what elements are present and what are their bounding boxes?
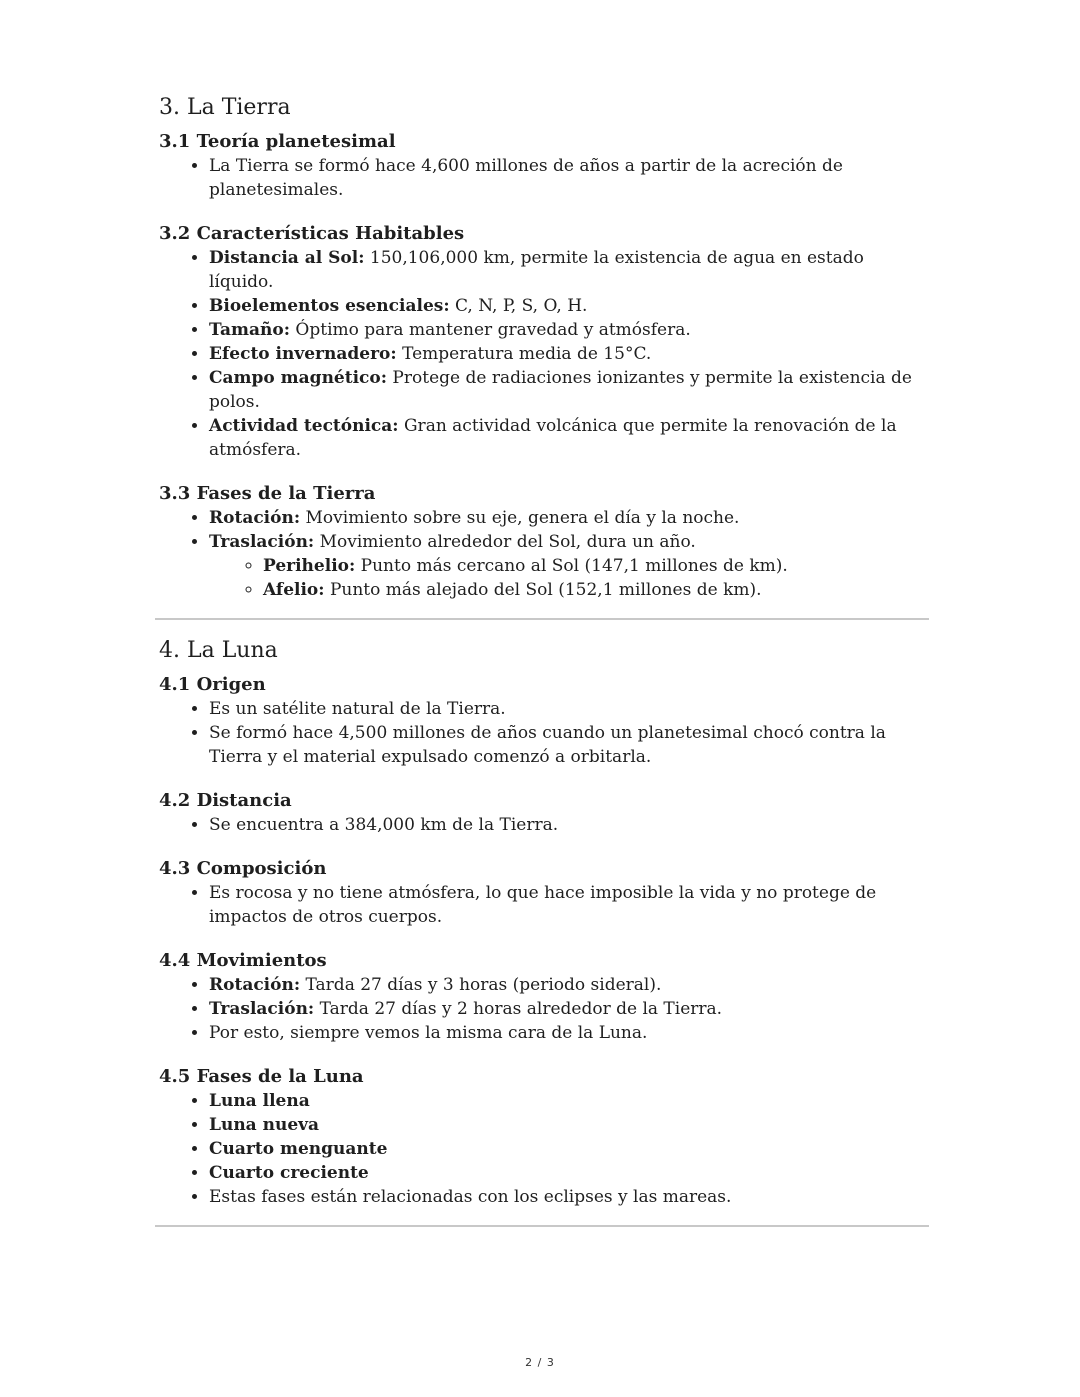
item-label: Perihelio: bbox=[263, 556, 356, 576]
list-4-3 bbox=[159, 881, 925, 929]
list-item: • Se formó hace 4,500 millones de años cuando un planetesimal chocó contra la Tierra y el material expulsado comenzó a orbitarla. bbox=[209, 721, 925, 769]
list-item: • Por esto, siempre vemos la misma cara de la Luna. bbox=[209, 1021, 925, 1045]
item-text: Movimiento alrededor del Sol, dura un año. bbox=[314, 532, 696, 552]
item-text: Óptimo para mantener gravedad y atmósfera. bbox=[290, 320, 691, 340]
item-label: Rotación: bbox=[209, 508, 301, 528]
item-text: C, N, P, S, O, H. bbox=[449, 296, 588, 316]
sublist-orbit bbox=[209, 554, 925, 602]
section-divider bbox=[155, 1225, 929, 1227]
list-item: • La Tierra se formó hace 4,600 millones de años a partir de la acreción de planetesimales. bbox=[209, 154, 925, 202]
list-item bbox=[209, 294, 925, 318]
document-body bbox=[159, 93, 925, 1243]
section-title-earth: 3. La Tierra bbox=[159, 95, 291, 120]
item-label: Bioelementos esenciales: bbox=[209, 296, 450, 316]
list-3-3 bbox=[159, 506, 925, 602]
subsection-title-3-3: 3.3 Fases de la Tierra bbox=[159, 483, 376, 504]
list-4-1 bbox=[159, 697, 925, 769]
subsection-title-4-2: 4.2 Distancia bbox=[159, 790, 292, 811]
item-label: Afelio: bbox=[263, 580, 325, 600]
list-item bbox=[209, 973, 925, 997]
section-title-moon: 4. La Luna bbox=[159, 638, 278, 663]
item-label: Campo magnético: bbox=[209, 368, 388, 388]
item-label: Distancia al Sol: bbox=[209, 248, 365, 268]
list-item: • Se encuentra a 384,000 km de la Tierra. bbox=[209, 813, 925, 837]
list-item bbox=[209, 1137, 925, 1161]
item-text: Movimiento sobre su eje, genera el día y la noche. bbox=[300, 508, 740, 528]
list-item bbox=[209, 414, 925, 462]
item-text: Protege de radiaciones ionizantes y permite la existencia de polos. bbox=[209, 368, 912, 412]
list-item bbox=[209, 342, 925, 366]
item-label: Cuarto menguante bbox=[209, 1139, 388, 1159]
list-item: • Es rocosa y no tiene atmósfera, lo que hace imposible la vida y no protege de impactos de otros cuerpos. bbox=[209, 881, 925, 929]
item-label: Tamaño: bbox=[209, 320, 291, 340]
item-text: Tarda 27 días y 2 horas alrededor de la Tierra. bbox=[314, 999, 723, 1019]
item-text: Temperatura media de 15°C. bbox=[396, 344, 652, 364]
list-item bbox=[209, 1089, 925, 1113]
subsection-title-4-1: 4.1 Origen bbox=[159, 674, 266, 695]
subsection-title-4-3: 4.3 Composición bbox=[159, 858, 327, 879]
list-item bbox=[209, 506, 925, 530]
item-text: Tarda 27 días y 3 horas (periodo sideral). bbox=[300, 975, 662, 995]
item-text: 150,106,000 km, permite la existencia de agua en estado líquido. bbox=[209, 248, 864, 292]
subsection-title-4-4: 4.4 Movimientos bbox=[159, 950, 327, 971]
list-item bbox=[209, 318, 925, 342]
list-item bbox=[209, 1113, 925, 1137]
item-text: Punto más alejado del Sol (152,1 millones de km). bbox=[324, 580, 762, 600]
list-4-2 bbox=[159, 813, 925, 837]
list-3-1 bbox=[159, 154, 925, 202]
list-item bbox=[209, 1161, 925, 1185]
item-label: Actividad tectónica: bbox=[209, 416, 399, 436]
list-4-4 bbox=[159, 973, 925, 1045]
subsection-title-3-1: 3.1 Teoría planetesimal bbox=[159, 131, 396, 152]
list-item bbox=[209, 997, 925, 1021]
subsection-title-3-2: 3.2 Características Habitables bbox=[159, 223, 465, 244]
item-label: Traslación: bbox=[209, 532, 315, 552]
item-label: Luna nueva bbox=[209, 1115, 320, 1135]
item-label: Efecto invernadero: bbox=[209, 344, 397, 364]
list-item bbox=[263, 554, 925, 578]
section-divider bbox=[155, 618, 929, 620]
item-label: Rotación: bbox=[209, 975, 301, 995]
list-item: • Estas fases están relacionadas con los eclipses y las mareas. bbox=[209, 1185, 925, 1209]
item-label: Luna llena bbox=[209, 1091, 310, 1111]
list-item bbox=[209, 246, 925, 294]
list-item: • Es un satélite natural de la Tierra. bbox=[209, 697, 925, 721]
list-4-5 bbox=[159, 1089, 925, 1209]
list-item bbox=[263, 578, 925, 602]
subsection-title-4-5: 4.5 Fases de la Luna bbox=[159, 1066, 364, 1087]
item-text: Punto más cercano al Sol (147,1 millones de km). bbox=[355, 556, 788, 576]
item-label: Traslación: bbox=[209, 999, 315, 1019]
list-item bbox=[209, 530, 925, 602]
list-3-2 bbox=[159, 246, 925, 462]
item-text: Gran actividad volcánica que permite la renovación de la atmósfera. bbox=[209, 416, 897, 460]
list-item bbox=[209, 366, 925, 414]
item-label: Cuarto creciente bbox=[209, 1163, 369, 1183]
page-number: 2 / 3 bbox=[525, 1356, 555, 1369]
